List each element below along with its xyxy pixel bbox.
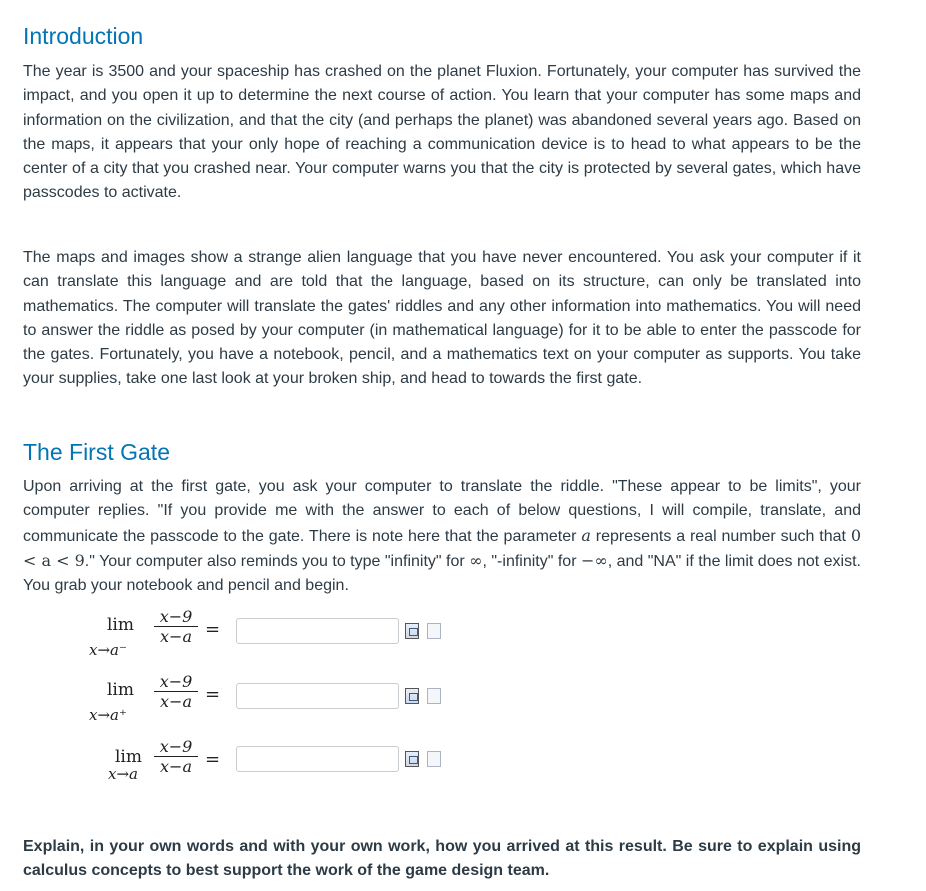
- answer-input-two-sided-limit[interactable]: [236, 746, 399, 772]
- math-neg-infinity: −∞: [580, 550, 608, 570]
- text-run: Upon arriving at the first gate, you ask your computer to translate the riddle. "These appear to be limits", your computer replies. "If you provide me with the answer to each of below questions, I will compile, translate, and communicate the passcode to the gate. There is note here that the parameter: [23, 478, 861, 545]
- help-icon[interactable]: [427, 688, 441, 704]
- first-gate-heading: The First Gate: [23, 439, 170, 465]
- fraction-numerator: x−9: [159, 672, 193, 691]
- equals-sign: =: [205, 749, 221, 770]
- fraction-denominator: x−a: [160, 692, 192, 711]
- limit-left-row: [23, 605, 463, 675]
- answer-input-right-limit[interactable]: [236, 683, 399, 709]
- fraction-denominator: x−a: [160, 627, 192, 646]
- text-run: represents a real number such that: [590, 527, 851, 545]
- intro-paragraph-1: The year is 3500 and your spaceship has crashed on the planet Fluxion. Fortunately, your computer has survived the impact, and you open it up to determine the next course of action. You learn that your computer has some maps and information on the civilization, and that the city (and perhaps the planet) was abandoned several years ago. Based on the maps, it appears that your only hope of reaching a communication device is to head to what appears to be the center of a city that you crashed near. Your computer warns you that the city is protected by several gates, which have passcodes to activate.: [23, 63, 861, 202]
- equals-sign: =: [205, 684, 221, 705]
- lim-subscript: x→a: [108, 765, 138, 783]
- lim-subscript: x→a⁻: [89, 641, 127, 659]
- lim-operator: lim: [107, 680, 134, 700]
- help-icon[interactable]: [427, 751, 441, 767]
- answer-input-left-limit[interactable]: [236, 618, 399, 644]
- explain-prompt: Explain, in your own words and with your own work, how you arrived at this result. Be sure to explain using calculus concepts to best support the work of the game design team.: [23, 838, 861, 880]
- lim-operator: lim: [115, 747, 142, 767]
- limit-right-row: [23, 670, 463, 740]
- intro-heading: Introduction: [23, 23, 144, 49]
- preview-icon[interactable]: [405, 623, 419, 639]
- text-run: ." Your computer also reminds you to type "infinity" for: [84, 552, 470, 570]
- text-run: , "-infinity" for: [482, 552, 581, 570]
- preview-icon[interactable]: [405, 751, 419, 767]
- limit-fraction: [154, 607, 198, 646]
- lim-subscript: x→a⁺: [89, 706, 127, 724]
- fraction-numerator: x−9: [159, 607, 193, 626]
- limit-two-sided-row: [23, 735, 463, 805]
- math-infinity: ∞: [469, 550, 483, 570]
- preview-icon[interactable]: [405, 688, 419, 704]
- limit-fraction: [154, 672, 198, 711]
- first-gate-paragraph: [23, 475, 861, 598]
- math-var-a: a: [581, 525, 591, 545]
- equals-sign: =: [205, 619, 221, 640]
- fraction-numerator: x−9: [159, 737, 193, 756]
- help-icon[interactable]: [427, 623, 441, 639]
- fraction-denominator: x−a: [160, 757, 192, 776]
- limit-fraction: [154, 737, 198, 776]
- math-inequality: 0 < a < 9: [23, 525, 861, 570]
- intro-paragraph-2: The maps and images show a strange alien language that you have never encountered. You ask your computer if it can translate this language and are told that the language, based on its structure, can only be translated into mathematics. The computer will translate the gates' riddles and any other information into mathematics. You will need to answer the riddle as posed by your computer (in mathematical language) for it to be able to enter the passcode for the gates. Fortunately, you have a notebook, pencil, and a mathematics text on your computer as supports. You take your supplies, take one last look at your broken ship, and head to towards the first gate.: [23, 249, 861, 388]
- text-run: , and "NA" if the limit does not exist. You grab your notebook and pencil and begin.: [23, 552, 861, 595]
- lim-operator: lim: [107, 615, 134, 635]
